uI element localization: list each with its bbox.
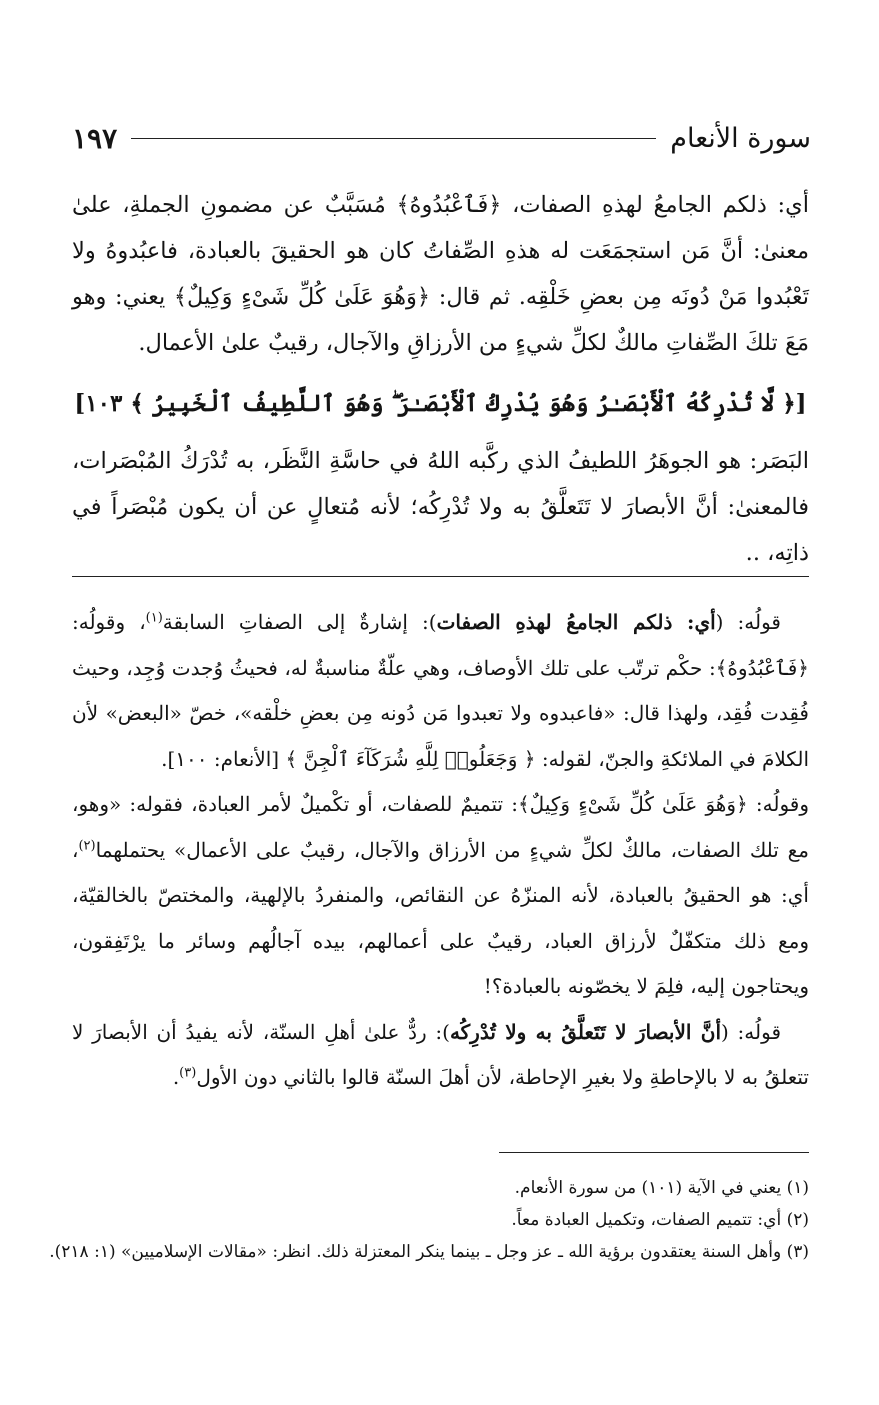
commentary-text: ، أي: هو الحقيقُ بالعبادة، لأنه المنزّهُ عن النقائص، والمنفردُ بالإلهية، والمختصّ بالخالقيّة، ومع ذلك متكفّلٌ لأرزاق العباد، رقيبٌ على أعمالهم، بيده آجالُهم وسائر ما يرْتَفِقون، ويحتاجون إليه، فلِمَ لا يخصّونه بالعبادة؟! — [72, 837, 809, 998]
main-divider — [72, 576, 809, 577]
commentary-paragraph-3 — [72, 1010, 809, 1101]
main-text — [72, 182, 809, 576]
footnotes — [49, 1172, 809, 1268]
commentary-quote: أنَّ الأبصارَ لا تَتَعلَّقُ به ولا تُدْرِكُه — [449, 1019, 722, 1044]
footnote-ref-1: (١) — [145, 610, 163, 626]
page-number: ١٩٧ — [72, 121, 118, 155]
footnote-3: (٣) وأهل السنة يعتقدون برؤية الله ـ عز وجل ـ بينما ينكر المعتزلة ذلك. انظر: «مقالات الإسلاميين» (١: ٢١٨). — [49, 1242, 809, 1262]
commentary-text: وقولُه: ﴿وَهُوَ عَلَىٰ كُلِّ شَىْءٍ وَكِيلٌ﴾: تتميمٌ للصفات، أو تكْميلٌ لأمر العبادة، فقوله: «وهو، مع تلك الصفات، مالكٌ لكلِّ شيءٍ من الأرزاق والآجال، رقيبٌ على الأعمال» يحتملهما — [72, 792, 809, 862]
commentary-end: . — [172, 1065, 180, 1089]
commentary-quote: أي: ذلكم الجامعُ لهذهِ الصفات — [436, 610, 716, 634]
quran-verse: [﴿ لَّا تُدْرِكُهُ ٱلْأَبْصَـٰرُ وَهُوَ يُدْرِكُ ٱلْأَبْصَـٰرَ ۖ وَهُوَ ٱللَّطِيفُ ٱلْخَبِيرُ ﴾ ١٠٣] — [74, 390, 807, 417]
commentary-lead: قولُه: ( — [721, 1019, 781, 1044]
footnote-2: (٢) أي: تتميم الصفات، وتكميل العبادة معاً. — [511, 1210, 809, 1230]
footnote-1: (١) يعني في الآية (١٠١) من سورة الأنعام. — [514, 1178, 809, 1198]
header-rule — [131, 138, 656, 139]
commentary-text: ، وقولُه: ﴿فَٱعْبُدُوهُ﴾: حكْم ترتّب على تلك الأوصاف، وهي علّةٌ مناسبةٌ له، فحيثُ وُجدت وُجِد، وحيث فُقِدت فُقِد، ولهذا قال: «فاعبدوه ولا تعبدوا مَن دُونه مِن بعضِ خلْقه»، خصّ «البعض» لأن الكلامَ في الملائكةِ والجنّ، لقوله: ﴿ وَجَعَلُوا۟ لِلَّهِ شُرَكَآءَ ٱلْجِنَّ ﴾ [الأنعام: ١٠٠]. — [72, 610, 809, 771]
page-header — [72, 118, 811, 158]
main-paragraph-1: أي: ذلكم الجامعُ لهذهِ الصفات، ﴿فَٱعْبُدُوهُ﴾ مُسَبَّبٌ عن مضمونِ الجملةِ، علىٰ معنىٰ: أنَّ مَن استجمَعَت له هذهِ الصِّفاتُ كان هو الحقيقَ بالعبادة، فاعبُدوهُ ولا تَعْبُدوا مَنْ دُونَه مِن بعضِ خَلْقِه. ثم قال: ﴿وَهُوَ عَلَىٰ كُلِّ شَىْءٍ وَكِيلٌ﴾ يعني: وهو مَعَ تلكَ الصِّفاتِ مالكٌ لكلِّ شيءٍ من الأرزاقِ والآجال، رقيبٌ علىٰ الأعمال. — [72, 192, 809, 356]
commentary — [72, 600, 809, 1101]
footnote-ref-3: (٣) — [179, 1065, 197, 1081]
commentary-text: ): ردٌّ علىٰ أهلِ السنّة، لأنه يفيدُ أن الأبصارَ لا تتعلقُ به لا بالإحاطةِ ولا بغيرِ الإحاطة، لأن أهلَ السنّة قالوا بالثاني دون الأول — [72, 1019, 809, 1089]
footnote-divider — [499, 1152, 809, 1153]
commentary-paragraph-2 — [72, 782, 809, 1010]
commentary-text: ): إشارةٌ إلى الصفاتِ السابقة — [162, 610, 437, 634]
commentary-paragraph-1 — [72, 600, 809, 782]
footnote-ref-2: (٢) — [78, 837, 96, 853]
commentary-lead: قولُه: ( — [715, 610, 781, 634]
main-paragraph-2: البَصَر: هو الجوهَرُ اللطيفُ الذي ركَّبه اللهُ في حاسَّةِ النَّظَر، به تُدْرَكُ المُبْصَرات، فالمعنىٰ: أنَّ الأبصارَ لا تَتَعلَّقُ به ولا تُدْرِكُه؛ لأنه مُتعالٍ عن أن يكون مُبْصَراً في ذاتِه، .. — [72, 448, 809, 566]
surah-title: سورة الأنعام — [670, 122, 811, 154]
